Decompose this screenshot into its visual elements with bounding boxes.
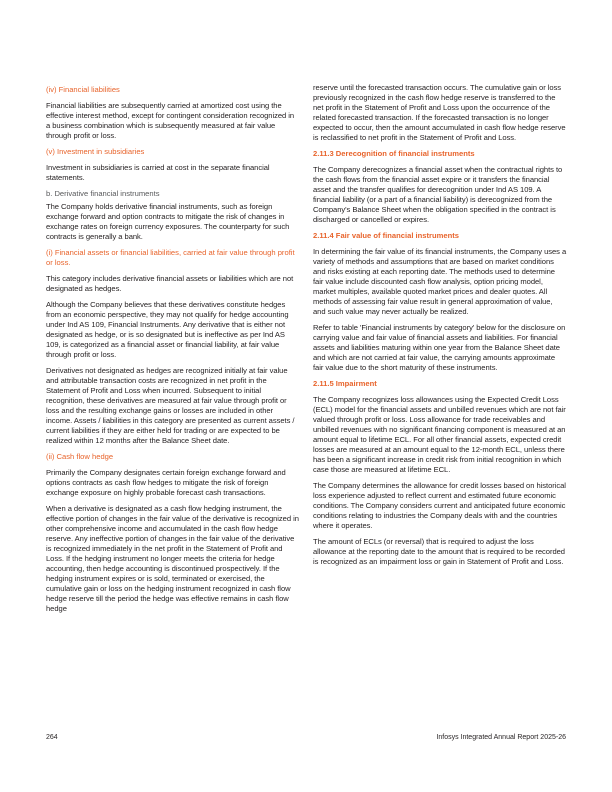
para-cash-flow-hedge-1: Primarily the Company designates certain foreign exchange forward and options contracts as cash flow hedges to mitigate the risk of foreign exchange exposure on highly probable forecast cash transactions.	[46, 468, 286, 497]
para-cash-flow-hedge-2: When a derivative is designated as a cash flow hedging instrument, the effective portion of changes in the fair value of the derivative is recognized in other comprehensive income and accumulated in the cash flow hedge reserve. Any ineffective portion of changes in the fair value of the derivative is recognized immediately in the net profit in the Statement of Profit and Loss. If the hedging instrument no longer meets the criteria for hedge accounting, then hedge accounting is discontinued prospectively. If the hedging instrument expires or is sold, terminated or exercised, the cumulative gain or loss on the hedging instrument recognized in cash flow hedge reserve till the period the hedge was effective remains in cash flow hedge	[46, 504, 299, 613]
para-derecognition: The Company derecognizes a financial asset when the contractual rights to the cash flows from the financial asset expire or it transfers the financial asset and the transfer qualifies for derecognition under Ind AS 109. A financial liability (or a part of a financial liability) is derecognized from the Company's Balance Sheet when the obligation specified in the contract is discharged or cancelled or expires.	[313, 165, 563, 224]
para-fvtpl-3: Derivatives not designated as hedges are recognized initially at fair value and attributable transaction costs are recognized in net profit in the Statement of Profit and Loss when incurred. Subsequent to initial recognition, these derivatives are measured at fair value through profit or loss and the resulting exchange gains or losses are included in other income. Assets / liabilities in this category are presented as current assets / current liabilities if they are either held for trading or are expected to be realized within 12 months after the Balance Sheet date.	[46, 366, 295, 445]
para-impairment-2: The Company determines the allowance for credit losses based on historical loss experience adjusted to reflect current and estimated future economic conditions. The Company considers current and anticipated future economic conditions relating to industries the Company deals with and the countries where it operates.	[313, 481, 566, 530]
right-column	[313, 83, 567, 567]
para-fair-value-2: Refer to table 'Financial instruments by category' below for the disclosure on carrying value and fair value of financial assets and liabilities. For financial assets and liabilities maturing within one year from the Balance Sheet date and which are not carried at fair value, the carrying amounts approximate fair value due to the short maturity of these instruments.	[313, 323, 566, 372]
para-fvtpl-2: Although the Company believes that these derivatives constitute hedges from an economic perspective, they may not qualify for hedge accounting under Ind AS 109, Financial Instruments. Any derivative that is either not designated as hedge, or is so designated but is ineffective as per Ind AS 109, is categorized as a financial asset or financial liability, at fair value through profit or loss.	[46, 300, 289, 359]
heading-financial-liabilities: (iv) Financial liabilities	[46, 85, 120, 94]
heading-investment-in-subsidiaries: (v) Investment in subsidiaries	[46, 147, 145, 156]
para-impairment-3: The amount of ECLs (or reversal) that is required to adjust the loss allowance at the reporting date to the amount that is required to be recorded is recognized as an impairment loss or gain in Statement of Profit and Loss.	[313, 537, 565, 566]
report-title-footer: Infosys Integrated Annual Report 2025-26	[436, 734, 566, 741]
para-fvtpl-1: This category includes derivative financial assets or liabilities which are not designated as hedges.	[46, 274, 294, 293]
heading-impairment: 2.11.5 Impairment	[313, 379, 377, 388]
heading-cash-flow-hedge: (ii) Cash flow hedge	[46, 452, 114, 461]
para-derivative-instruments: The Company holds derivative financial instruments, such as foreign exchange forward and option contracts to mitigate the risk of changes in exchange rates on foreign currency exposures. The counterparty for such contracts is generally a bank.	[46, 202, 290, 241]
para-fair-value-1: In determining the fair value of its financial instruments, the Company uses a variety of methods and assumptions that are based on market conditions and risks existing at each reporting date. The methods used to determine fair value include discounted cash flow analysis, option pricing model, market multiples, available quoted market prices and dealer quotes. All methods of assessing fair value result in general approximation of value, and such value may never actually be realized.	[313, 247, 567, 316]
heading-derivative-instruments: b. Derivative financial instruments	[46, 189, 160, 198]
heading-derecognition: 2.11.3 Derecognition of financial instruments	[313, 149, 475, 158]
para-cash-flow-hedge-continued: reserve until the forecasted transaction occurs. The cumulative gain or loss previously recognized in the cash flow hedge reserve is transferred to the net profit in the Statement of Profit and Loss upon the occurrence of the related forecasted transaction. If the forecasted transaction is no longer expected to occur, then the amount accumulated in cash flow hedge reserve is reclassified to net profit in the Statement of Profit and Loss.	[313, 83, 566, 142]
left-column	[46, 85, 300, 614]
para-financial-liabilities: Financial liabilities are subsequently carried at amortized cost using the effective interest method, except for contingent consideration recognized in a business combination which is subsequently measured at fair value through profit or loss.	[46, 101, 295, 140]
heading-fvtpl: (i) Financial assets or financial liabilities, carried at fair value through profit or loss.	[46, 248, 295, 267]
para-impairment-1: The Company recognizes loss allowances using the Expected Credit Loss (ECL) model for the financial assets and unbilled revenues which are not fair valued through profit or loss. Loss allowance for trade receivables and unbilled revenues with no significant financing component is measured at an amount equal to lifetime ECL. For all other financial assets, expected credit losses are measured at an amount equal to the 12-month ECL, unless there has been a significant increase in credit risk from initial recognition in which case those are measured at lifetime ECL.	[313, 395, 566, 474]
heading-fair-value: 2.11.4 Fair value of financial instruments	[313, 231, 460, 240]
page-number: 264	[46, 734, 58, 741]
para-investment-in-subsidiaries: Investment in subsidiaries is carried at cost in the separate financial statements.	[46, 163, 270, 182]
